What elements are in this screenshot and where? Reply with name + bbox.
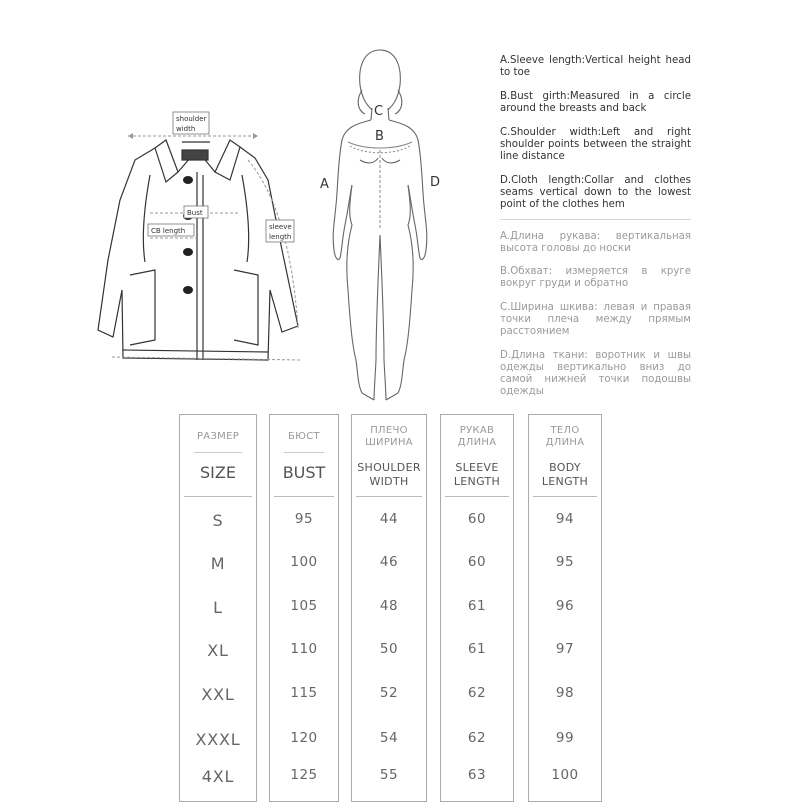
description-bust-girth: B.Bust girth:Measured in a circle around the breasts and back [500,91,691,114]
description-sleeve-length: A.Sleeve length:Vertical height head to toe [500,55,691,78]
cell-body-length: 94 [555,511,575,527]
figure-letter-a: A [320,177,329,192]
cell-sleeve-length: 61 [467,641,487,657]
description-ru-cloth-length: D.Длина ткани: воротник и швы одежды вертикально вниз до самой нижней точки подошвы одежды [500,350,691,397]
cell-body-length: 97 [555,641,575,657]
header-ru-sleeve-length: ДЛИНА [457,437,497,448]
figure-letter-d: D [430,175,441,190]
column-size [179,414,257,802]
column-body-length [528,414,602,802]
cell-bust: 115 [290,685,318,701]
cell-sleeve-length: 63 [467,767,487,783]
header-ru-bust: БЮСТ [288,431,320,442]
header-separator [356,496,422,497]
header-en-shoulder-width: SHOULDER [357,461,421,474]
cell-bust: 110 [290,641,318,657]
cell-shoulder-width: 54 [379,730,399,746]
label-cb-length: CB length [151,227,186,235]
cell-sleeve-length: 61 [467,598,487,614]
cell-body-length: 100 [551,767,579,783]
column-bust [269,414,339,802]
header-en-bust: BUST [282,463,326,482]
cell-size: S [212,511,224,530]
description-ru-bust-girth: B.Обхват: измеряется в круге вокруг груди и обратно [500,266,691,289]
header-separator [184,496,252,497]
header-ru-body-length: ДЛИНА [545,437,585,448]
column-shoulder-width [351,414,427,802]
label-sleeve-length-1: sleeve [269,223,292,231]
header-ru-size: РАЗМЕР [196,431,240,442]
cell-sleeve-length: 60 [467,554,487,570]
header-underline [284,452,324,453]
cell-body-length: 96 [555,598,575,614]
cell-shoulder-width: 55 [379,767,399,783]
cell-bust: 100 [290,554,318,570]
cell-size: M [210,554,226,573]
cell-sleeve-length: 60 [467,511,487,527]
header-separator [445,496,509,497]
divider [500,219,691,220]
cell-sleeve-length: 62 [467,730,487,746]
cell-size: XXXL [195,730,241,749]
label-sleeve-length-2: length [269,233,292,241]
header-en-shoulder-width: WIDTH [369,475,409,488]
description-ru-sleeve-length: A.Длина рукава: вертикальная высота головы до носки [500,231,691,254]
header-en-body-length: BODY [549,461,581,474]
column-sleeve-length [440,414,514,802]
cell-size: L [213,598,223,617]
header-ru-sleeve-length: РУКАВ [459,425,495,436]
header-ru-shoulder-width: ШИРИНА [365,437,413,448]
header-separator [533,496,597,497]
figure-letter-b: B [375,129,384,144]
header-ru-body-length: ТЕЛО [550,425,580,436]
cell-shoulder-width: 50 [379,641,399,657]
cell-bust: 105 [290,598,318,614]
header-separator [274,496,334,497]
label-shoulder-width-2: width [176,125,196,133]
cell-body-length: 99 [555,730,575,746]
header-ru-shoulder-width: ПЛЕЧО [370,425,408,436]
cell-size: XL [207,641,229,660]
cell-shoulder-width: 44 [379,511,399,527]
figure-letter-c: C [374,104,384,119]
cell-size: 4XL [201,767,235,786]
header-underline [194,452,242,453]
cell-body-length: 98 [555,685,575,701]
header-en-size: SIZE [200,463,236,482]
cell-bust: 95 [294,511,314,527]
header-en-body-length: LENGTH [541,475,589,488]
cell-body-length: 95 [555,554,575,570]
cell-shoulder-width: 46 [379,554,399,570]
cell-sleeve-length: 62 [467,685,487,701]
description-shoulder-width: C.Shoulder width:Left and right shoulder points between the straight line distance [500,127,691,162]
cell-bust: 125 [290,767,318,783]
header-en-sleeve-length: LENGTH [453,475,501,488]
description-ru-shoulder-width: C.Ширина шкива: левая и правая точки плеча между прямым расстоянием [500,302,691,337]
header-en-sleeve-length: SLEEVE [455,461,499,474]
cell-shoulder-width: 52 [379,685,399,701]
cell-size: XXL [201,685,235,704]
description-cloth-length: D.Cloth length:Collar and clothes seams vertical down to the lowest point of the clothes hem [500,175,691,210]
cell-bust: 120 [290,730,318,746]
label-bust: Bust [187,209,203,217]
cell-shoulder-width: 48 [379,598,399,614]
label-shoulder-width-1: shoulder [176,115,207,123]
